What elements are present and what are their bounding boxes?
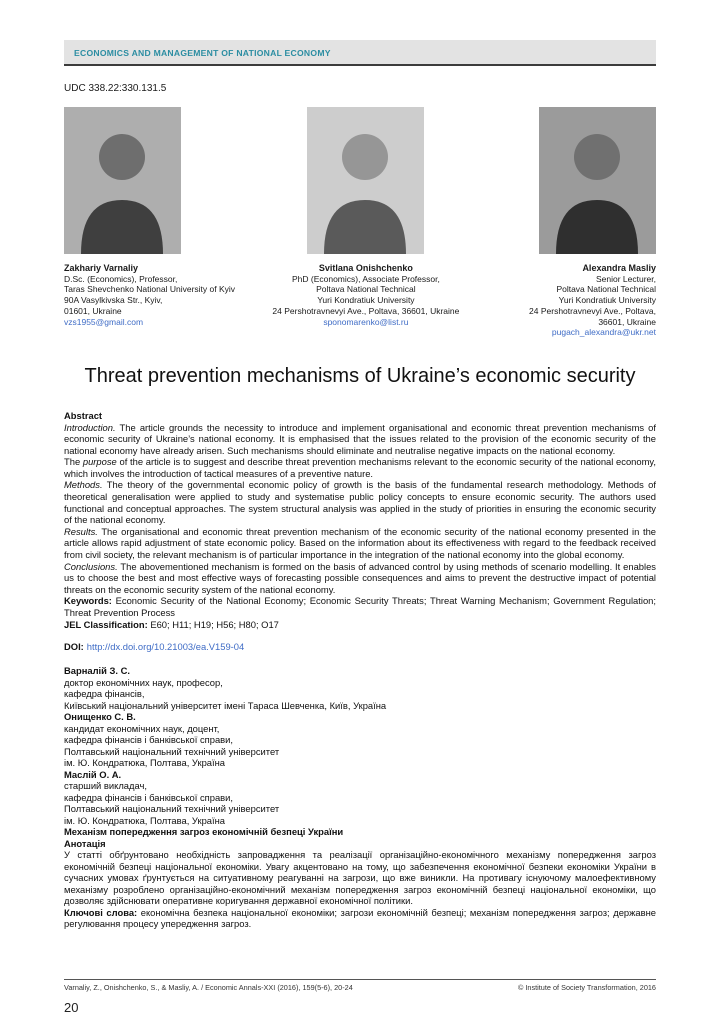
ua-keywords-line: Ключові слова: економічна безпека національної економіки; загрози економічній безпеці; механізм попередження загроз; державне регулювання процесу упередження загроз. — [64, 906, 656, 930]
author-detail-line: 24 Pershotravnevyi Ave., Poltava, — [529, 305, 656, 316]
ua-author-line: старший викладач, — [64, 780, 147, 792]
section-header-bar — [64, 40, 656, 66]
doi-link[interactable]: http://dx.doi.org/10.21003/ea.V159-04 — [86, 641, 245, 653]
portrait-placeholder-icon — [64, 107, 181, 254]
jel-label: JEL Classification: — [64, 618, 148, 630]
ua-author-line: Полтавський національний технічний університет — [64, 745, 280, 757]
author-info — [529, 263, 656, 338]
ua-author-line: кафедра фінансів і банківської справи, — [64, 791, 233, 803]
author-info — [272, 263, 459, 327]
author-detail-line: 24 Pershotravnevyi Ave., Poltava, 36601, Ukraine — [272, 305, 460, 316]
article-title: Threat prevention mechanisms of Ukraine’s economic security — [84, 364, 636, 387]
abstract-section — [64, 410, 656, 630]
portrait-placeholder-icon — [307, 107, 424, 254]
abstract-paragraph-introduction: Introduction. The article grounds the necessity to introduce and implement organisational and economic threat prevention mechanisms of economic security of Ukraine’s national economy. It is emphasised that the issues related to the provision of the economic security of the national economy have already arisen. Such mechanisms should eliminate and neutralise negative impacts on the national economy. — [64, 421, 656, 456]
ua-author-line: ім. Ю. Кондратюка, Полтава, Україна — [64, 757, 225, 769]
author-column-onishchenko — [259, 107, 472, 338]
page-content — [64, 40, 656, 930]
abstract-paragraph-conclusions: Conclusions. The abovementioned mechanism is formed on the basis of advanced control by using methods of scenario modelling. It enables us to choose the best and most effective ways of forecasting possible consequences and aims to prevent the destructive impact of potential threats on the economic security system of the national economy. — [64, 560, 656, 595]
author-detail-line: D.Sc. (Economics), Professor, — [64, 273, 178, 284]
ua-article-title: Механізм попередження загроз економічній безпеці України — [64, 826, 344, 838]
doi-label: DOI: — [64, 641, 84, 653]
keywords-line: Keywords: Economic Security of the National Economy; Economic Security Threats; Threat Warning Mechanism; Government Regulation; Threat Prevention Process — [64, 595, 656, 619]
portrait-placeholder-icon — [539, 107, 656, 254]
ua-author-line: кафедра фінансів і банківської справи, — [64, 734, 233, 746]
author-detail-line: 90A Vasylkivska Str., Kyiv, — [64, 295, 163, 306]
footer-copyright: © Institute of Society Transformation, 2016 — [517, 983, 656, 992]
abstract-paragraph-purpose: The purpose of the article is to suggest and describe threat prevention mechanisms relevant to the economic security of the national economy, which involves the introduction of tactical measures of a preventive nature. — [64, 456, 657, 479]
ua-keywords-label: Ключові слова: — [64, 906, 138, 918]
ua-abstract-text: У статті обґрунтовано необхідність запровадження та реалізації організаційно-економічного механізму попередження загроз економічній безпеці національної економіки. Увагу акцентовано на тому, що забезпечення економічної безпеки економіки України в сучасних умовах ґрунтується на ситуативному реагуванні на загрози, що вже виникли. На противагу існуючому малоефективному механізму розроблено організаційно-економічний механізм попередження загроз економічній безпеці національної економіки, що дозволяє здійснювати оперативне коригування державної економічної політики. — [64, 849, 656, 907]
author-detail-line: 36601, Ukraine — [598, 316, 656, 327]
ua-author-name: Онищенко С. В. — [64, 711, 136, 723]
author-column-masliy — [472, 107, 656, 338]
ua-abstract-heading: Анотація — [64, 837, 106, 849]
author-name: Zakhariy Varnaliy — [64, 263, 139, 273]
abstract-paragraph-results: Results. The organisational and economic threat prevention mechanism of the economic security of the national economy presented in the article allows rapid adjustment of state economic policy. Based on the information about its effectiveness with regard to the feedback received from civil society, the relevant mechanism is of particular importance in the integration of the national economy into the global economy. — [64, 525, 656, 561]
author-detail-line: Yuri Kondratiuk University — [317, 295, 415, 306]
jel-classification-line: JEL Classification: E60; H11; H19; H56; H80; O17 — [64, 618, 279, 630]
author-detail-line: PhD (Economics), Associate Professor, — [291, 273, 440, 284]
author-photo — [539, 107, 656, 254]
author-email-link[interactable]: pugach_alexandra@ukr.net — [551, 327, 656, 338]
ua-author-name: Маслій О. А. — [64, 768, 122, 780]
footer-divider — [64, 979, 656, 980]
author-column-varnaliy — [64, 107, 259, 338]
author-detail-line: Poltava National Technical — [316, 284, 416, 295]
author-email-link[interactable]: vzs1955@gmail.com — [64, 316, 144, 327]
abstract-paragraph-methods: Methods. The theory of the governmental economic policy of growth is the basis of the fundamental research methodology. Methods of theoretical generalisation were applied to study and systematise public policy concepts to ensure economic security. The authors used functional and conceptual approaches. The system structural analysis was applied in the study of priorities in ensuring the economic security of the national economy. — [64, 479, 656, 526]
author-detail-line: Poltava National Technical — [556, 284, 656, 295]
footer-citation-row — [64, 983, 656, 992]
author-detail-line: Taras Shevchenko National University of Kyiv — [64, 284, 236, 295]
page-footer — [64, 979, 656, 1015]
ua-author-line: Полтавський національний технічний університет — [64, 803, 280, 815]
abstract-heading: Abstract — [64, 409, 103, 421]
doi-line — [64, 641, 656, 652]
udc-code: UDC 338.22:330.131.5 — [64, 83, 167, 94]
author-photo — [64, 107, 181, 254]
section-header-title: ECONOMICS AND MANAGEMENT OF NATIONAL ECONOMY — [74, 48, 331, 58]
ua-author-line: доктор економічних наук, професор, — [64, 676, 223, 688]
ua-author-line: кафедра фінансів, — [64, 688, 145, 700]
ua-author-line: ім. Ю. Кондратюка, Полтава, Україна — [64, 814, 225, 826]
author-detail-line: Yuri Kondratiuk University — [558, 295, 656, 306]
ua-author-line: кандидат економічних наук, доцент, — [64, 722, 220, 734]
footer-citation: Varnaliy, Z., Onishchenko, S., & Masliy, A. / Economic Annals-XXI (2016), 159(5-6), 20-24 — [64, 983, 353, 992]
authors-row — [64, 107, 656, 338]
keywords-label: Keywords: — [64, 595, 112, 607]
ukrainian-section — [64, 665, 656, 930]
author-email-link[interactable]: sponomarenko@list.ru — [323, 316, 409, 327]
author-info — [64, 263, 235, 327]
author-name: Svitlana Onishchenko — [318, 263, 413, 273]
author-detail-line: Senior Lecturer, — [595, 273, 656, 284]
author-detail-line: 01601, Ukraine — [64, 305, 122, 316]
page-number: 20 — [64, 1000, 79, 1015]
author-photo — [307, 107, 424, 254]
ua-author-name: Варналій З. С. — [64, 665, 130, 677]
ua-author-line: Київський національний університет імені Тараса Шевченка, Київ, Україна — [64, 699, 387, 711]
author-name: Alexandra Masliy — [582, 263, 656, 273]
